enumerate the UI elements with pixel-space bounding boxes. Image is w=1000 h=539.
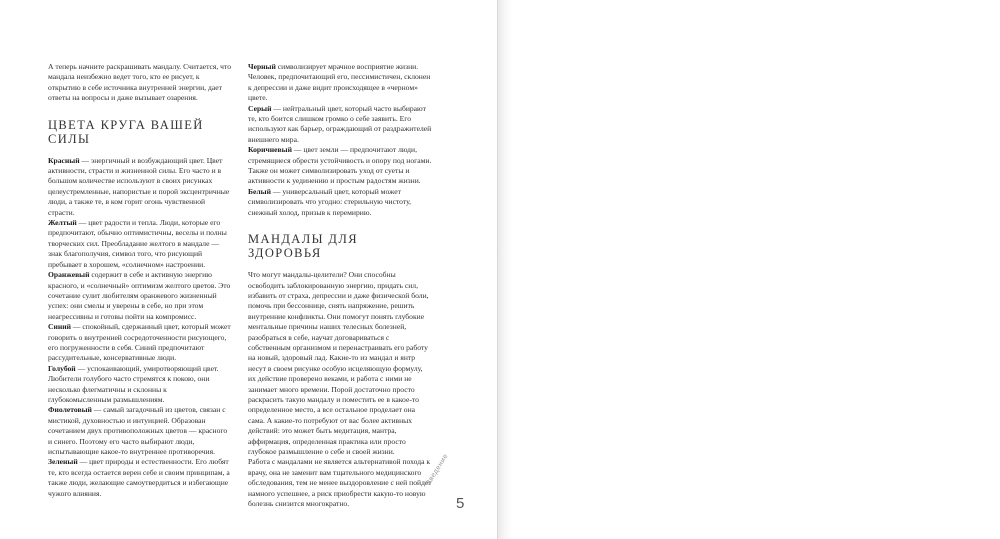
color-entry-white bbox=[248, 187, 432, 218]
color-description: — успокаивающий, умиротворяющий цвет. Любители голубого часто стремятся к покою, они несколько флегматичны и склонны к глубокомысленным размышлениям. bbox=[48, 363, 219, 404]
color-term: Серый bbox=[248, 103, 272, 113]
running-head: Введение bbox=[425, 452, 450, 487]
left-column bbox=[48, 62, 231, 499]
right-column bbox=[248, 62, 432, 509]
right-page-blank bbox=[513, 0, 1000, 539]
color-description: — цвет радости и тепла. Люди, которые его предпочитают, обычно оптимистичны, веселы и полны творческих сил. Преобладание желтого в мандале — знак благополучия, символ того, что рисующий пребывает в хорошем, «солнечном» настроении. bbox=[48, 218, 227, 269]
color-description: — цвет природы и естественности. Его любят те, кто всегда остается верен себе и своим принципам, а также люди, желающие самоутвердиться и избегающие чужого влияния. bbox=[48, 457, 230, 498]
color-term: Коричневый bbox=[248, 145, 292, 155]
color-entry-orange bbox=[48, 270, 231, 322]
color-term: Голубой bbox=[48, 363, 76, 373]
color-entry-yellow bbox=[48, 218, 231, 270]
color-entry-brown bbox=[248, 145, 432, 187]
page-number: 5 bbox=[456, 495, 465, 512]
color-entry-red bbox=[48, 156, 231, 218]
health-paragraph-1: Что могут мандалы-целители? Они способны освободить заблокированную энергию, придать сил, избавить от страха, депрессии и даже физической боли, помочь при бессоннице, снять напряжение, решить внутренние конфликты. Они помогут понять глубокие ментальные причины наших телесных болезней, разобраться в себе, научат договариваться с собственным организмом и перенастраивать его работу на новый, здоровый лад. Какие-то из мандал и янтр несут в своем рисунке особую исцеляющую формулу, их действие проверено веками, и работа с ними не занимает много времени. Порой достаточно просто раскрасить такую мандалу и поместить ее в какое-то определенное место, а все остальное проделает она сама. А какие-то потребуют от вас более активных действий: это может быть медитация, мантра, аффирмация, определенная практика или просто глубокое размышление о себе и своей жизни. bbox=[248, 270, 429, 456]
color-term: Красный bbox=[48, 155, 80, 165]
intro-paragraph: А теперь начните раскрашивать мандалу. Считается, что мандала неизбежно ведет того, кто ее рисует, к открытию в себе источника внутренней энергии, дает ответы на вопросы и даже вызывает озарения. bbox=[48, 62, 231, 103]
book-gutter-line bbox=[497, 0, 498, 539]
book-gutter-shadow bbox=[497, 0, 513, 539]
color-entry-violet bbox=[48, 405, 231, 457]
color-term: Синий bbox=[48, 322, 71, 332]
color-term: Оранжевый bbox=[48, 270, 90, 280]
color-term: Желтый bbox=[48, 218, 77, 228]
color-description: содержит в себе и активную энергию красного, и «солнечный» оптимизм желтого цветов. Это сочетание сулит любителям оранжевого жизненный успех: они смелы и уверены в себе, но при этом неагрессивны и готовы пойти на компромисс. bbox=[48, 270, 231, 321]
color-entry-green bbox=[48, 457, 231, 499]
color-term: Зеленый bbox=[48, 457, 78, 467]
color-description: — спокойный, сдержанный цвет, который может говорить о внутренней сосредоточенности рисующего, его погруженности в себя. Синий предпочитают рассудительные, консервативные люди. bbox=[48, 322, 231, 363]
color-entry-black bbox=[248, 62, 432, 104]
color-description: — энергичный и возбуждающий цвет. Цвет активности, страсти и жизненной силы. Его часто и в большом количестве используют в своих рисунках целеустремленные, напористые и порой эксцентричные люди, а также те, в ком горит огонь чувственной страсти. bbox=[48, 155, 230, 217]
color-description: — нейтральный цвет, который часто выбирают те, кто боится слишком громко о себе заявить. Его используют как барьер, ограждающий от раздражителей внешнего мира. bbox=[248, 103, 432, 144]
health-paragraph-2: Работа с мандалами не является альтернативой похода к врачу, она не заменит вам тщательного медицинского обследования, тем не менее выздоровление с ней пойдет намного успешнее, а риск приобрести какую-то новую болезнь снизится многократно. bbox=[248, 457, 432, 509]
color-entry-blue bbox=[48, 322, 231, 364]
color-entry-gray bbox=[248, 104, 432, 146]
color-description: — самый загадочный из цветов, связан с мистикой, духовностью и интуицией. Образован сочетанием двух противоположных цветов — красного и синего. Поэтому его часто выбирают люди, испытывающие какое-то внутреннее противоречия. bbox=[48, 405, 228, 456]
section-heading-health: МАНДАЛЫ ДЛЯ ЗДОРОВЬЯ bbox=[248, 232, 358, 261]
color-term: Белый bbox=[248, 186, 271, 196]
color-term: Фиолетовый bbox=[48, 405, 92, 415]
color-description: символизирует мрачное восприятие жизни. Человек, предпочитающий его, пессимистичен, склонен к депрессии и даже видит происходящее в «черном» цвете. bbox=[248, 62, 431, 103]
color-entry-light-blue bbox=[48, 364, 231, 406]
color-term: Черный bbox=[248, 62, 276, 71]
color-description: — универсальный цвет, который может символизировать что угодно: стерильную чистоту, снежный холод, призыв к перемирию. bbox=[248, 186, 412, 217]
section-heading-colors: ЦВЕТА КРУГА ВАШЕЙ СИЛЫ bbox=[48, 117, 204, 146]
color-description: — цвет земли — предпочитают люди, стремящиеся обрести устойчивость и опору под ногами. Также он может символизировать уход от суеты и активности к уединению и простым радостям жизни. bbox=[248, 145, 432, 186]
